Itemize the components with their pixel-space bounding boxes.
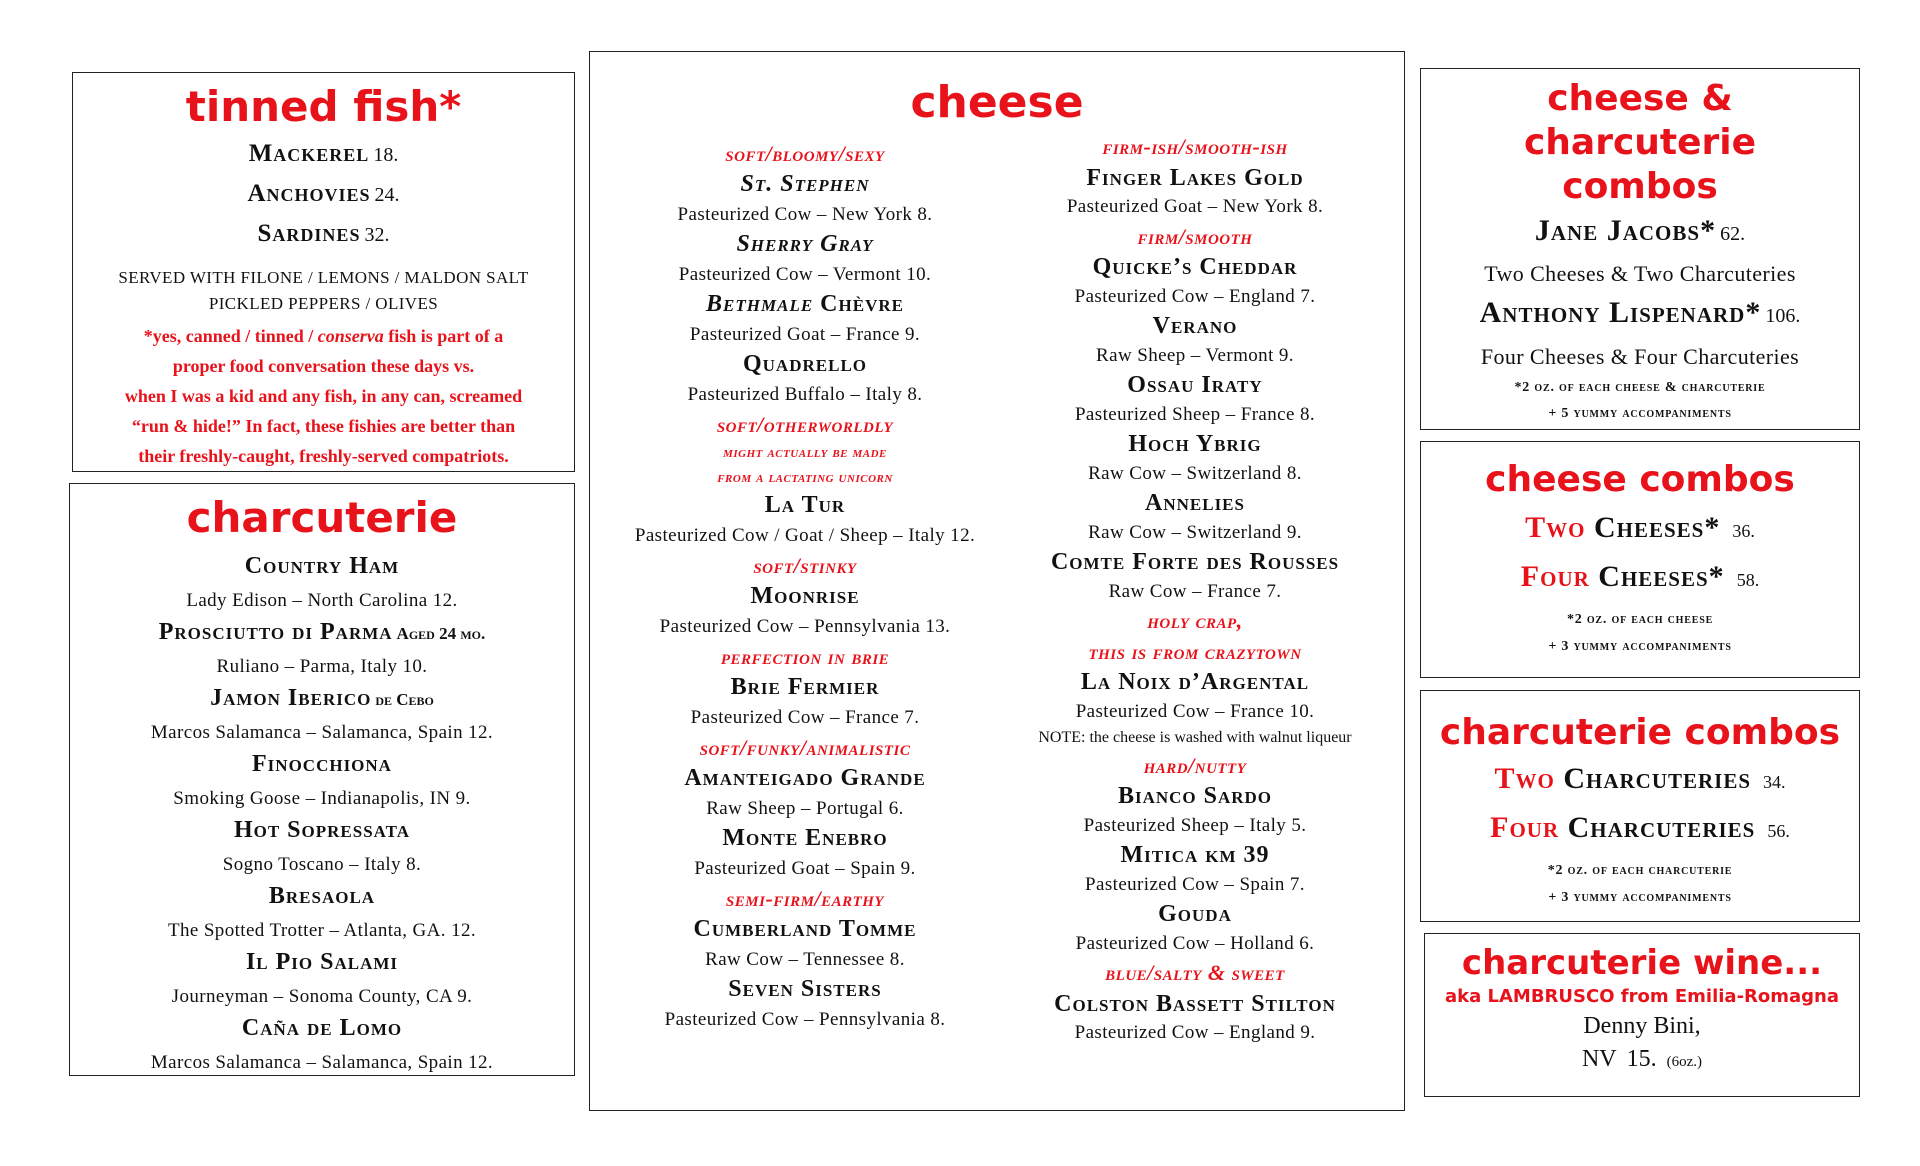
cheese-name: Amanteigado Grande [684, 765, 926, 791]
cheese-desc: Pasteurized Cow – England 9. [1074, 1022, 1316, 1043]
cheese-name: Hoch Ybrig [1128, 431, 1262, 457]
wine-producer: Denny Bini, [1583, 1013, 1701, 1039]
cheese-category-note: might actually be made [723, 444, 887, 461]
charc-combo-1-name: Charcuteries [1554, 762, 1752, 795]
cheese-name: La Tur [764, 492, 846, 518]
cheese-charcuterie-combos-panel [1420, 68, 1860, 430]
cheese-name-rest: Chèvre [813, 291, 904, 317]
cc-item-2 [1421, 292, 1859, 339]
cheese-name [590, 289, 1020, 320]
charcuterie-item-name-row [70, 550, 574, 585]
charcuterie-item-extra: Aged 24 mo. [396, 624, 486, 643]
charcuterie-item-name: Hot Sopressata [233, 817, 411, 843]
charcuterie-item-name: Finocchiona [252, 751, 392, 777]
cheese-name: Sherry Gray [736, 231, 874, 257]
cheese-category: holy crap, [1147, 608, 1243, 633]
cheese-combos-fine-2: + 3 yummy accompaniments [1548, 639, 1732, 654]
cheese-combo-1-num: Two [1525, 511, 1586, 544]
cheese-name: Quicke’s Cheddar [1092, 254, 1298, 280]
note-conserva: conserva [317, 326, 384, 346]
cheese-combo-1 [1421, 506, 1859, 555]
charc-combo-1-price: 34. [1763, 772, 1786, 792]
cheese-name: Ossau Iraty [1127, 372, 1263, 398]
tinned-fish-title: tinned fish* [185, 82, 462, 131]
cheese-category: soft/bloomy/sexy [725, 141, 885, 166]
note-line-2: proper food conversation these days vs. [172, 356, 475, 376]
cheese-desc: Pasteurized Sheep – Italy 5. [1083, 814, 1307, 836]
charcuterie-item-name-row [70, 880, 574, 915]
cheese-column-right [990, 132, 1400, 1048]
cheese-name: La Noix d’Argental [1080, 669, 1310, 695]
cheese-category: this is from crazytown [1088, 638, 1302, 664]
cc-item-1-name: Jane Jacobs* [1534, 214, 1717, 247]
cheese-desc: Pasteurized Cow – France 10. [1075, 700, 1315, 722]
fish-item-price: 24. [374, 184, 400, 206]
cheese-desc: Raw Sheep – Portugal 6. [706, 798, 904, 819]
cheese-combos-fine-1: *2 oz. of each cheese [1566, 612, 1714, 627]
cheese-name: Brie Fermier [730, 674, 880, 700]
wine-price: 15. [1626, 1046, 1657, 1072]
cheese-name: Mitica km 39 [1120, 842, 1270, 868]
charcuterie-item-desc: The Spotted Trotter – Atlanta, GA. 12. [167, 920, 477, 941]
cheese-name: Moonrise [750, 583, 860, 609]
charc-combo-1-num: Two [1494, 762, 1555, 795]
note-part-1: *yes, canned / tinned / [143, 326, 318, 346]
charcuterie-item-name: Jamon Iberico [210, 685, 372, 711]
note-line-3: when I was a kid and any fish, in any can, screamed [124, 386, 523, 406]
served-with-line-1: SERVED WITH FILONE / LEMONS / MALDON SALT [118, 268, 529, 287]
note-part-2: fish is part of a [383, 326, 504, 346]
cheese-name-italic: Bethmale [706, 291, 814, 317]
charcuterie-item-name-row [70, 814, 574, 849]
served-with [73, 265, 574, 317]
cheese-desc: Pasteurized Cow – New York 8. [677, 204, 933, 225]
cheese-category: soft/otherworldly [716, 412, 894, 437]
cheese-name: Finger Lakes Gold [1086, 164, 1304, 191]
cheese-desc: Raw Cow – France 7. [1108, 580, 1282, 602]
cheese-name: Annelies [1145, 490, 1245, 516]
cheese-category: perfection in brie [720, 644, 890, 669]
fish-item-price: 32. [364, 224, 390, 246]
cheese-name: Verano [1152, 313, 1238, 339]
cheese-desc: Pasteurized Cow / Goat / Sheep – Italy 12. [634, 525, 976, 546]
cheese-combo-2-price: 58. [1736, 570, 1760, 590]
cheese-desc: Pasteurized Sheep – France 8. [1074, 403, 1316, 425]
charcuterie-combos-panel [1420, 690, 1860, 922]
charc-combos-title: charcuterie combos [1439, 712, 1841, 753]
charcuterie-wine-panel [1424, 933, 1860, 1097]
wine-vintage: NV [1581, 1046, 1617, 1072]
charcuterie-item-name-row [70, 946, 574, 981]
fish-item-name: Mackerel [248, 140, 370, 167]
cheese-name: St. Stephen [740, 171, 870, 197]
wine-size: (6oz.) [1666, 1054, 1703, 1070]
charcuterie-title: charcuterie [186, 493, 458, 542]
charc-combo-2-num: Four [1490, 811, 1560, 844]
cc-combos-title [1421, 77, 1859, 209]
charcuterie-item-name-row [70, 682, 574, 717]
cheese-desc: Pasteurized Goat – France 9. [689, 324, 921, 345]
cheese-combos-title: cheese combos [1485, 459, 1795, 500]
cc-item-2-price: 106. [1765, 305, 1801, 327]
charcuterie-item-extra: de Cebo [375, 690, 434, 709]
cc-fine-1: *2 oz. of each cheese & charcuterie [1514, 380, 1766, 395]
cheese-column-left [590, 138, 1020, 1034]
charc-combo-2 [1421, 806, 1859, 855]
charcuterie-item-desc: Marcos Salamanca – Salamanca, Spain 12. [150, 1052, 494, 1073]
wine-price-line [1425, 1042, 1859, 1079]
cheese-desc: Pasteurized Cow – Pennsylvania 8. [664, 1009, 946, 1030]
cheese-combos-panel [1420, 441, 1860, 678]
fish-item-name: Sardines [257, 220, 361, 247]
wine-title: charcuterie wine... [1461, 943, 1823, 983]
cheese-name: Seven Sisters [728, 976, 882, 1002]
charcuterie-item-desc: Sogno Toscano – Italy 8. [222, 854, 422, 875]
charcuterie-item-name: Prosciutto di Parma [158, 619, 393, 645]
charc-combo-2-name: Charcuteries [1559, 811, 1756, 844]
charc-combo-2-price: 56. [1767, 821, 1790, 841]
cheese-desc: Raw Cow – Switzerland 9. [1088, 521, 1302, 543]
fish-item [73, 175, 574, 215]
charcuterie-item-name: Country Ham [244, 553, 400, 579]
cc-item-2-name: Anthony Lispenard* [1479, 296, 1762, 329]
note-line-4: “run & hide!” In fact, these fishies are better than [131, 416, 516, 436]
cheese-name: Colston Bassett Stilton [1054, 990, 1336, 1017]
cheese-desc: Raw Cow – Switzerland 8. [1088, 462, 1302, 484]
cheese-desc: Raw Sheep – Vermont 9. [1096, 344, 1294, 366]
cheese-desc: Pasteurized Cow – France 7. [690, 707, 920, 728]
cheese-name: Cumberland Tomme [693, 916, 917, 942]
cheese-combo-1-name: Cheeses* [1585, 511, 1721, 544]
tinned-fish-note [73, 321, 574, 471]
cheese-category: blue/salty & sweet [1105, 960, 1285, 985]
cc-title-line-2: charcuterie [1523, 122, 1757, 163]
cheese-combo-2-name: Cheeses* [1589, 560, 1725, 593]
cc-item-1-desc: Two Cheeses & Two Charcuteries [1484, 261, 1796, 286]
charcuterie-item-desc: Journeyman – Sonoma County, CA 9. [171, 986, 473, 1007]
fish-item-name: Anchovies [247, 180, 371, 207]
charcuterie-item-name-row [70, 748, 574, 783]
cc-item-1 [1421, 211, 1859, 256]
cheese-combo-1-price: 36. [1732, 521, 1755, 541]
charcuterie-item-desc: Smoking Goose – Indianapolis, IN 9. [173, 788, 471, 809]
cheese-desc: Pasteurized Cow – England 7. [1074, 285, 1316, 307]
cheese-panel [589, 51, 1405, 1111]
tinned-fish-panel [72, 72, 575, 472]
cc-fine-2: + 5 yummy accompaniments [1548, 406, 1732, 421]
served-with-line-2: PICKLED PEPPERS / OLIVES [208, 294, 439, 313]
charcuterie-item-name: Bresaola [268, 883, 376, 909]
fish-item [73, 215, 574, 255]
charc-combos-fine-2: + 3 yummy accompaniments [1548, 890, 1732, 905]
cheese-combo-2-num: Four [1520, 560, 1590, 593]
charcuterie-item-desc: Lady Edison – North Carolina 12. [186, 590, 458, 611]
cheese-desc: Pasteurized Goat – Spain 9. [694, 858, 916, 879]
charcuterie-item-name-row [70, 1012, 574, 1047]
cheese-name: Bianco Sardo [1117, 783, 1273, 809]
cc-title-line-3: combos [1562, 166, 1718, 207]
cheese-note: NOTE: the cheese is washed with walnut liqueur [1038, 729, 1352, 746]
cheese-category: semi-firm/earthy [725, 886, 885, 911]
fish-item [73, 135, 574, 175]
cc-item-2-desc: Four Cheeses & Four Charcuteries [1480, 344, 1800, 369]
charcuterie-item-name: Caña de Lomo [241, 1015, 403, 1041]
fish-item-price: 18. [373, 144, 399, 166]
cheese-desc: Pasteurized Cow – Vermont 10. [678, 264, 932, 285]
cheese-name: Monte Enebro [722, 825, 888, 851]
cheese-desc: Pasteurized Cow – Spain 7. [1085, 873, 1305, 895]
charcuterie-item-desc: Ruliano – Parma, Italy 10. [216, 656, 428, 677]
charcuterie-panel [69, 483, 575, 1076]
charcuterie-item-name-row [70, 616, 574, 651]
cheese-desc: Pasteurized Cow – Holland 6. [1075, 932, 1315, 954]
cheese-title: cheese [910, 77, 1084, 128]
cheese-desc: Pasteurized Buffalo – Italy 8. [687, 384, 923, 405]
wine-aka: aka LAMBRUSCO from Emilia-Romagna [1444, 986, 1840, 1007]
cheese-category: firm/smooth [1137, 223, 1253, 249]
note-line-5: their freshly-caught, freshly-served compatriots. [138, 446, 509, 466]
cheese-desc: Pasteurized Goat – New York 8. [1066, 196, 1324, 217]
cc-title-line-1: cheese & [1547, 78, 1733, 119]
cheese-category: soft/stinky [753, 553, 857, 578]
cheese-category-note: from a lactating unicorn [717, 469, 893, 486]
cheese-category: firm-ish/smooth-ish [1102, 134, 1288, 159]
cc-item-1-price: 62. [1720, 223, 1746, 245]
cheese-combo-2 [1421, 555, 1859, 604]
cheese-desc: Raw Cow – Tennessee 8. [705, 949, 905, 970]
charcuterie-item-name: Il Pio Salami [245, 949, 399, 975]
cheese-category: soft/funky/animalistic [699, 735, 911, 760]
cheese-category: hard/nutty [1143, 752, 1247, 778]
charcuterie-item-desc: Marcos Salamanca – Salamanca, Spain 12. [150, 722, 494, 743]
charcuterie-list [70, 550, 574, 1078]
cheese-name: Gouda [1158, 901, 1232, 927]
cheese-name: Comte Forte des Rousses [1050, 549, 1340, 575]
cheese-desc: Pasteurized Cow – Pennsylvania 13. [659, 616, 951, 637]
tinned-fish-list [73, 135, 574, 255]
cheese-name: Quadrello [742, 351, 867, 377]
charc-combo-1 [1421, 757, 1859, 806]
charc-combos-fine-1: *2 oz. of each charcuterie [1547, 863, 1733, 878]
